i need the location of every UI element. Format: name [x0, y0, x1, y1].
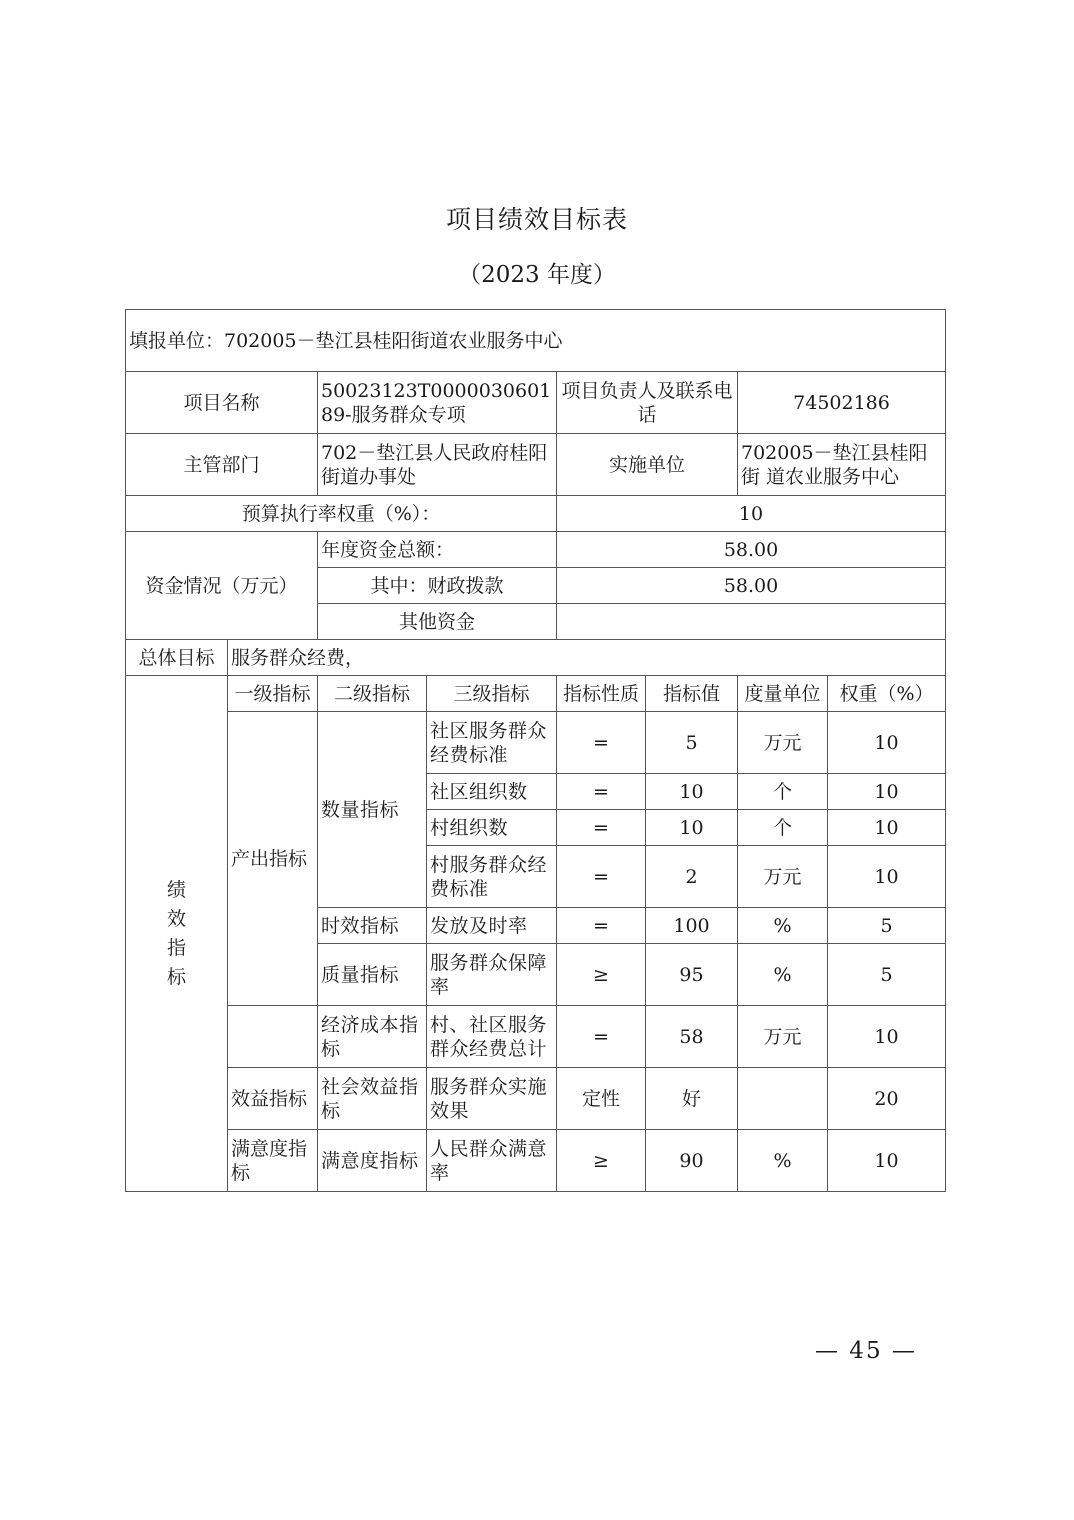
- value-cell: 2: [646, 846, 738, 908]
- unit-cell: %: [738, 1130, 828, 1192]
- perf-char-3: 指: [166, 936, 186, 959]
- indicator-header-row: [126, 676, 946, 712]
- contact-value: 74502186: [738, 372, 946, 434]
- unit-cell: [738, 1068, 828, 1130]
- level3-cell: 社区组织数: [427, 774, 557, 810]
- header-level3: 三级指标: [427, 676, 557, 712]
- level3-cell: 发放及时率: [427, 908, 557, 944]
- nature-cell: =: [557, 774, 646, 810]
- perf-char-4: 标: [166, 965, 186, 988]
- project-name-row: [126, 372, 946, 434]
- weight-cell: 10: [828, 1130, 946, 1192]
- level2-quantity: 数量指标: [318, 712, 427, 908]
- funds-label: 资金情况（万元）: [126, 532, 318, 640]
- header-weight: 权重（%）: [828, 676, 946, 712]
- level2-quality: 质量指标: [318, 944, 427, 1006]
- weight-cell: 10: [828, 774, 946, 810]
- header-level2: 二级指标: [318, 676, 427, 712]
- level2-cost: 经济成本指标: [318, 1006, 427, 1068]
- level3-cell: 村、社区服务群众经费总计: [427, 1006, 557, 1068]
- level3-cell: 村组织数: [427, 810, 557, 846]
- value-cell: 10: [646, 774, 738, 810]
- unit-cell: 万元: [738, 1006, 828, 1068]
- nature-cell: =: [557, 1006, 646, 1068]
- unit-cell: 万元: [738, 846, 828, 908]
- header-value: 指标值: [646, 676, 738, 712]
- value-cell: 95: [646, 944, 738, 1006]
- value-cell: 90: [646, 1130, 738, 1192]
- table-row: [126, 1068, 946, 1130]
- overall-goal-label: 总体目标: [126, 640, 228, 676]
- funds-other-value: [557, 604, 946, 640]
- overall-goal-value: 服务群众经费，: [228, 640, 946, 676]
- perf-char-2: 效: [166, 907, 186, 930]
- department-row: [126, 434, 946, 496]
- value-cell: 100: [646, 908, 738, 944]
- weight-cell: 10: [828, 712, 946, 774]
- value-cell: 5: [646, 712, 738, 774]
- contact-label: 项目负责人及联系电话: [557, 372, 738, 434]
- weight-cell: 10: [828, 846, 946, 908]
- level1-satisfaction: 满意度指标: [228, 1130, 318, 1192]
- level1-benefit: 效益指标: [228, 1068, 318, 1130]
- table-row: [126, 1006, 946, 1068]
- funds-total-value: 58.00: [557, 532, 946, 568]
- value-cell: 10: [646, 810, 738, 846]
- performance-indicator-label: [126, 676, 228, 1192]
- nature-cell: =: [557, 908, 646, 944]
- impl-value: 702005－垫江县桂阳街 道农业服务中心: [738, 434, 946, 496]
- value-cell: 好: [646, 1068, 738, 1130]
- header-level1: 一级指标: [228, 676, 318, 712]
- nature-cell: =: [557, 810, 646, 846]
- level3-cell: 村服务群众经费标准: [427, 846, 557, 908]
- page-subtitle: （2023 年度）: [458, 262, 616, 288]
- table-row: [126, 712, 946, 774]
- performance-target-table: [125, 309, 946, 1192]
- weight-cell: 5: [828, 908, 946, 944]
- impl-label: 实施单位: [557, 434, 738, 496]
- table-row: [126, 1130, 946, 1192]
- dept-label: 主管部门: [126, 434, 318, 496]
- project-name-label: 项目名称: [126, 372, 318, 434]
- weight-cell: 5: [828, 944, 946, 1006]
- page-number: — 45 —: [815, 1338, 917, 1364]
- value-cell: 58: [646, 1006, 738, 1068]
- page-title: 项目绩效目标表: [445, 205, 628, 234]
- weight-cell: 10: [828, 1006, 946, 1068]
- header-unit: 度量单位: [738, 676, 828, 712]
- budget-weight-value: 10: [557, 496, 946, 532]
- nature-cell: =: [557, 846, 646, 908]
- overall-goal-row: [126, 640, 946, 676]
- nature-cell: ≥: [557, 1130, 646, 1192]
- weight-cell: 10: [828, 810, 946, 846]
- level2-social: 社会效益指标: [318, 1068, 427, 1130]
- level1-output: 产出指标: [228, 712, 318, 1006]
- funds-fiscal-value: 58.00: [557, 568, 946, 604]
- unit-cell: %: [738, 944, 828, 1006]
- funds-total-row: [126, 532, 946, 568]
- filler-unit: 填报单位：702005－垫江县桂阳街道农业服务中心: [126, 310, 946, 372]
- level3-cell: 社区服务群众经费标准: [427, 712, 557, 774]
- funds-total-label: 年度资金总额：: [318, 532, 557, 568]
- perf-char-1: 绩: [166, 878, 186, 901]
- nature-cell: =: [557, 712, 646, 774]
- unit-cell: 万元: [738, 712, 828, 774]
- level2-satisfaction: 满意度指标: [318, 1130, 427, 1192]
- level1-empty: [228, 1006, 318, 1068]
- funds-other-label: 其他资金: [318, 604, 557, 640]
- unit-cell: 个: [738, 810, 828, 846]
- dept-value: 702－垫江县人民政府桂阳 街道办事处: [318, 434, 557, 496]
- budget-weight-label: 预算执行率权重（%）：: [126, 496, 557, 532]
- unit-cell: 个: [738, 774, 828, 810]
- level3-cell: 服务群众保障率: [427, 944, 557, 1006]
- funds-fiscal-label: 其中：财政拨款: [318, 568, 557, 604]
- nature-cell: ≥: [557, 944, 646, 1006]
- nature-cell: 定性: [557, 1068, 646, 1130]
- unit-cell: %: [738, 908, 828, 944]
- level3-cell: 服务群众实施效果: [427, 1068, 557, 1130]
- weight-cell: 20: [828, 1068, 946, 1130]
- level3-cell: 人民群众满意率: [427, 1130, 557, 1192]
- project-name-value: 50023123T000003060189-服务群众专项: [318, 372, 557, 434]
- filler-row: [126, 310, 946, 372]
- level2-timeliness: 时效指标: [318, 908, 427, 944]
- header-nature: 指标性质: [557, 676, 646, 712]
- budget-weight-row: [126, 496, 946, 532]
